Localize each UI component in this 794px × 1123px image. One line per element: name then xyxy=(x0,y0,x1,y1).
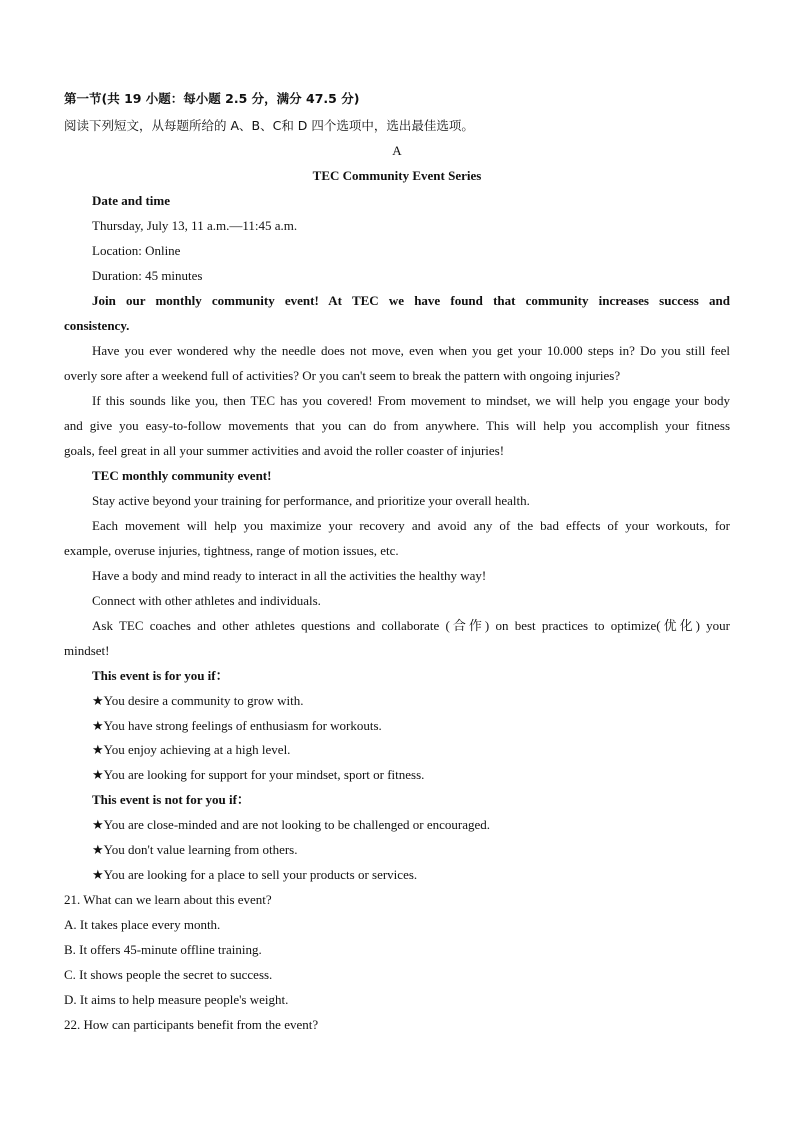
paragraph-2-line-1: If this sounds like you, then TEC has you covered! From movement to mindset, we will help you engage your body xyxy=(92,393,730,408)
paragraph-5: Have a body and mind ready to interact in all the activities the healthy way! xyxy=(92,568,487,583)
not-for-you-item: ★You are close-minded and are not looking to be challenged or encouraged. xyxy=(92,817,491,832)
not-for-you-item: ★You are looking for a place to sell your products or services. xyxy=(92,867,418,882)
intro-line-2: consistency. xyxy=(64,318,130,333)
date-heading: Date and time xyxy=(92,193,170,208)
monthly-heading: TEC monthly community event! xyxy=(92,468,272,483)
intro-line-1: Join our monthly community event! At TEC we have found that community increases success and xyxy=(92,293,730,308)
paragraph-1-line-2: overly sore after a weekend full of activities? Or you can't seem to break the pattern with ongoing injuries? xyxy=(64,368,621,383)
question-21-option-c: C. It shows people the secret to success. xyxy=(64,967,273,982)
paragraph-4-line-2: example, overuse injuries, tightness, range of motion issues, etc. xyxy=(64,543,399,558)
passage-label: A xyxy=(392,143,402,158)
paragraph-7-line-2: mindset! xyxy=(64,643,110,658)
question-22: 22. How can participants benefit from the event? xyxy=(64,1017,319,1032)
paragraph-7-line-1: Ask TEC coaches and other athletes questions and collaborate (合作) on best practices to optimize(优化) your xyxy=(92,618,731,633)
question-21-option-b: B. It offers 45-minute offline training. xyxy=(64,942,262,957)
for-you-heading: This event is for you if： xyxy=(92,668,229,683)
paragraph-2-line-3: goals, feel great in all your summer activities and avoid the roller coaster of injuries! xyxy=(64,443,505,458)
for-you-item: ★You have strong feelings of enthusiasm for workouts. xyxy=(92,718,382,733)
duration: Duration: 45 minutes xyxy=(92,268,203,283)
paragraph-1-line-1: Have you ever wondered why the needle does not move, even when you get your 10.000 steps in? Do you still feel xyxy=(92,343,730,358)
for-you-item: ★You are looking for support for your mindset, sport or fitness. xyxy=(92,767,425,782)
location: Location: Online xyxy=(92,243,181,258)
question-21: 21. What can we learn about this event? xyxy=(64,892,272,907)
instructions: 阅读下列短文，从每题所给的 A、B、C和 D 四个选项中，选出最佳选项。 xyxy=(64,118,474,133)
not-for-you-item: ★You don't value learning from others. xyxy=(92,842,298,857)
paragraph-4-line-1: Each movement will help you maximize your recovery and avoid any of the bad effects of your workouts, for xyxy=(92,518,730,533)
date-value: Thursday, July 13, 11 a.m.—11:45 a.m. xyxy=(92,218,298,233)
question-21-option-a: A. It takes place every month. xyxy=(64,917,221,932)
not-for-you-heading: This event is not for you if： xyxy=(92,792,250,807)
passage-title: TEC Community Event Series xyxy=(312,168,482,183)
for-you-item: ★You enjoy achieving at a high level. xyxy=(92,742,291,757)
for-you-item: ★You desire a community to grow with. xyxy=(92,693,304,708)
paragraph-6: Connect with other athletes and individuals. xyxy=(92,593,321,608)
paragraph-2-line-2: and give you easy-to-follow movements that you can do from anywhere. This will help you accomplish your fitness xyxy=(64,418,730,433)
paragraph-3: Stay active beyond your training for performance, and prioritize your overall health. xyxy=(92,493,530,508)
section-header: 第一节(共 19 小题：每小题 2.5 分，满分 47.5 分) xyxy=(64,91,360,106)
question-21-option-d: D. It aims to help measure people's weight. xyxy=(64,992,289,1007)
